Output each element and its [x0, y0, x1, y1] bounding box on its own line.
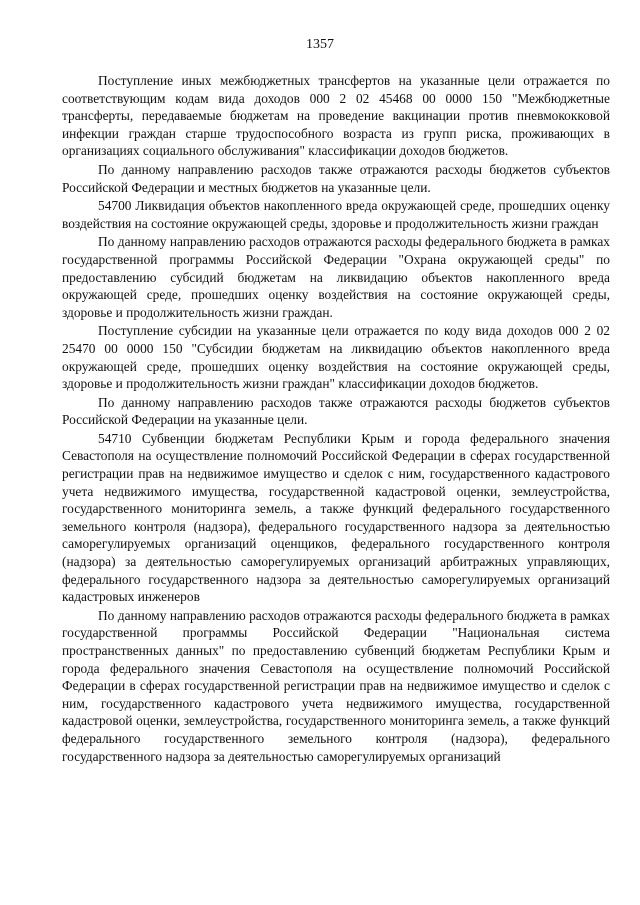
- paragraph-transfer-income: Поступление иных межбюджетных трансфертов на указанные цели отражается по соответствующим кодам вида доходов 000 2 02 45468 00 0000 150 "Межбюджетные трансферты, передаваемые бюджетам на проведение вакцинации против пневмококковой инфекции граждан старше трудоспособного возраста из групп риска, проживающих в организациях социального обслуживания" классификации доходов бюджетов.: [62, 73, 610, 159]
- page-number: 1357: [306, 37, 334, 52]
- paragraph-regional-budgets: По данному направлению расходов также отражаются расходы бюджетов субъектов Российской Федерации и местных бюджетов на указанные цели.: [62, 161, 610, 195]
- paragraph-54700-regional: По данному направлению расходов также отражаются расходы бюджетов субъектов Российской Федерации на указанные цели.: [62, 394, 610, 428]
- paragraph-54700-expenses: По данному направлению расходов отражаются расходы федерального бюджета в рамках государственной программы Российской Федерации "Охрана окружающей среды" по предоставлению субсидий бюджетам на ликвидацию объектов накопленного вреда окружающей среде, прошедших оценку воздействия на состояние окружающей среды, здоровье и продолжительность жизни граждан.: [62, 234, 610, 320]
- paragraph-54700-subsidy-income: Поступление субсидии на указанные цели отражается по коду вида доходов 000 2 02 25470 00 0000 150 "Субсидии бюджетам на ликвидацию объектов накопленного вреда окружающей среде, прошедших оценку воздействия на состояние окружающей среды, здоровье и продолжительность жизни граждан" классификации доходов бюджетов.: [62, 323, 610, 392]
- heading-54700: 54700 Ликвидация объектов накопленного вреда окружающей среде, прошедших оценку воздействия на состояние окружающей среды, здоровье и продолжительность жизни граждан: [62, 198, 610, 231]
- document-body: [62, 72, 610, 766]
- heading-54710: 54710 Субвенции бюджетам Республики Крым и города федерального значения Севастополя на осуществление полномочий Российской Федерации в сферах государственной регистрации прав на недвижимое имущество и сделок с ним, государственного кадастрового учета недвижимого имущества, государственной кадастровой оценки, землеустройства, государственного мониторинга земель, а также функций федерального государственного земельного контроля (надзора), федерального государственного надзора за деятельностью саморегулируемых организаций оценщиков, федерального государственного контроля (надзора) за деятельностью саморегулируемых организаций арбитражных управляющих, федерального государственного надзора за деятельностью саморегулируемых организаций кадастровых инженеров: [62, 430, 610, 605]
- paragraph-54710-expenses: По данному направлению расходов отражаются расходы федерального бюджета в рамках государственной программы Российской Федерации "Национальная система пространственных данных" по предоставлению субвенций бюджетам Республики Крым и города федерального значения Севастополя на осуществление полномочий Российской Федерации в сферах государственной регистрации прав на недвижимое имущество и сделок с ним, государственного кадастрового учета недвижимого имущества, государственной кадастровой оценки, землеустройства, государственного мониторинга земель, а также функций федерального государственного земельного контроля (надзора), федерального государственного надзора за деятельностью саморегулируемых организаций: [62, 607, 610, 764]
